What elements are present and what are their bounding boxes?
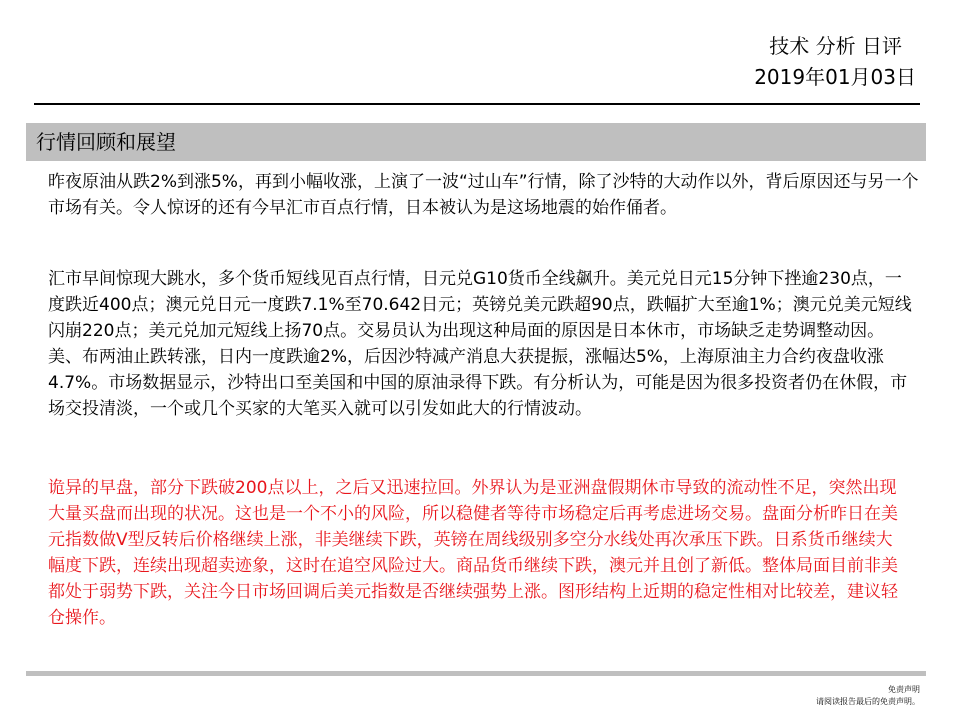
footer-divider bbox=[26, 671, 926, 676]
header-divider bbox=[34, 103, 920, 105]
section-header-bar bbox=[26, 123, 926, 161]
paragraph-market-review: 汇市早间惊现大跳水，多个货币短线见百点行情，日元兑G10货币全线飙升。美元兑日元15分钟下挫逾230点，一度跌近400点；澳元兑日元一度跌7.1%至70.642日元；英镑兑美元跌超90点，跌幅扩大至逾1%；澳元兑美元短线闪崩220点；美元兑加元短线上扬70点。交易员认为出现这种局面的原因是日本休市，市场缺乏走势调整动因。美、布两油止跌转涨，日内一度跌逾2%，后因沙特减产消息大获提振，涨幅达5%，上海原油主力合约夜盘收涨4.7%。市场数据显示，沙特出口至美国和中国的原油录得下跌。有分析认为，可能是因为很多投资者仍在休假，市场交投清淡，一个或几个买家的大笔买入就可以引发如此大的行情波动。 bbox=[48, 269, 912, 419]
footer-disclaimer bbox=[816, 684, 920, 708]
paragraph-intro: 昨夜原油从跌2%到涨5%，再到小幅收涨，上演了一波“过山车”行情，除了沙特的大动作以外，背后原因还与另一个市场有关。令人惊讶的还有今早汇市百点行情，日本被认为是这场地震的始作俑者。 bbox=[48, 172, 919, 218]
disclaimer-title: 免责声明 bbox=[888, 685, 920, 694]
disclaimer-note: 请阅读报告最后的免责声明。 bbox=[816, 697, 920, 706]
report-type-title: 技术 分析 日评 bbox=[769, 34, 902, 58]
section-title: 行情回顾和展望 bbox=[36, 130, 176, 154]
paragraph-analysis-highlight: 诡异的早盘，部分下跌破200点以上，之后又迅速拉回。外界认为是亚洲盘假期休市导致的流动性不足，突然出现大量买盘而出现的状况。这也是一个不小的风险，所以稳健者等待市场稳定后再考虑进场交易。盘面分析昨日在美元指数做V型反转后价格继续上涨，非美继续下跌，英镑在周线级别多空分水线处再次承压下跌。日系货币继续大幅度下跌，连续出现超卖迹象，这时在追空风险过大。商品货币继续下跌，澳元并且创了新低。整体局面目前非美都处于弱势下跌，关注今日市场回调后美元指数是否继续强势上涨。图形结构上近期的稳定性相对比较差，建议轻仓操作。 bbox=[48, 478, 898, 628]
report-date: 2019年01月03日 bbox=[754, 65, 916, 89]
